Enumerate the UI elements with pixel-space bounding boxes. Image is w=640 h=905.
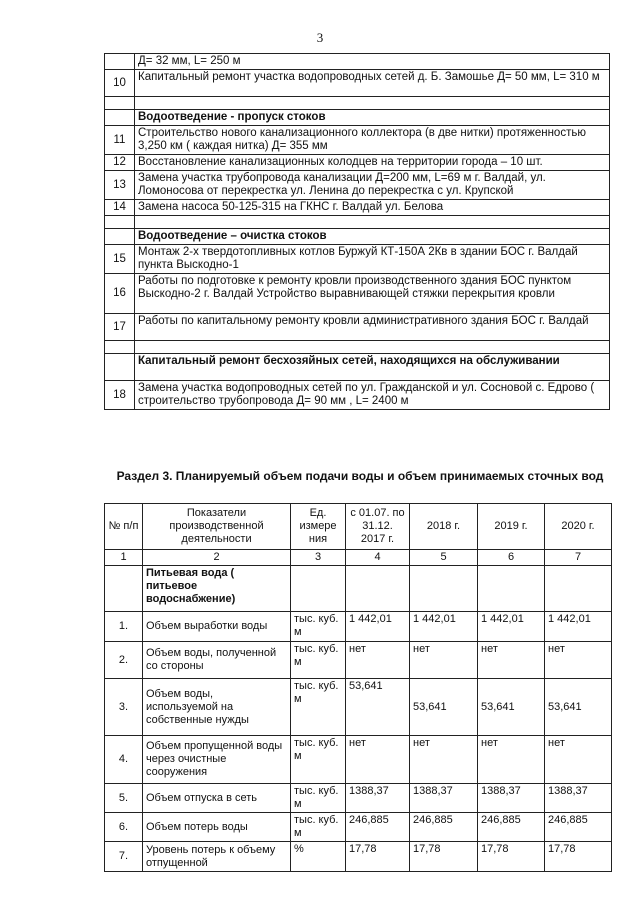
unit: тыс. куб. м [291,736,346,784]
column-header: Показатели производственной деятельности [143,504,291,550]
works-row [105,110,610,126]
value-cell: 1 442,01 [410,612,478,642]
indicator-name: Питьевая вода ( питьевое водоснабжение) [143,566,291,612]
works-row [105,70,610,97]
row-number: 12 [105,155,135,171]
indicator-name: Объем выработки воды [143,612,291,642]
indicator-name: Объем пропущенной воды через очистные сооружения [143,736,291,784]
table-row [105,679,612,736]
indicator-name: Объем потерь воды [143,813,291,842]
row-number: 4. [105,736,143,784]
column-header: 2019 г. [478,504,545,550]
row-number: 10 [105,70,135,97]
table-row [105,566,612,612]
value-cell [346,566,410,612]
works-row [105,216,610,229]
row-text: Д= 32 мм, L= 250 м [135,54,610,70]
indicator-name: Объем отпуска в сеть [143,784,291,813]
unit: тыс. куб. м [291,612,346,642]
works-row [105,354,610,381]
column-number: 3 [291,550,346,566]
value-cell [478,566,545,612]
column-number-row [105,550,612,566]
row-text: Замена участка трубопровода канализации Д=200 мм, L=69 м г. Валдай, ул. Ломоносова от перекрестка ул. Ленина до перекрестка с ул. Крупской [135,171,610,200]
works-row [105,171,610,200]
row-number: 2. [105,642,143,679]
works-table [104,53,610,410]
value-cell: нет [346,736,410,784]
row-number [105,97,135,110]
row-number [105,341,135,354]
row-number: 5. [105,784,143,813]
table-row [105,842,612,872]
unit [291,566,346,612]
row-text: Монтаж 2-х твердотопливных котлов Буржуй КТ-150А 2Кв в здании БОС г. Валдай пункта Выскодно-1 [135,245,610,274]
value-cell: 1388,37 [346,784,410,813]
works-row [105,229,610,245]
value-cell: нет [545,736,612,784]
table-row [105,813,612,842]
value-cell: нет [346,642,410,679]
value-cell: 246,885 [478,813,545,842]
row-text [135,97,610,110]
section-title: Раздел 3. Планируемый объем подачи воды и объем принимаемых сточных вод [116,469,604,483]
works-row [105,54,610,70]
indicator-name: Уровень потерь к объему отпущенной [143,842,291,872]
works-row [105,314,610,341]
works-row [105,274,610,314]
row-number: 15 [105,245,135,274]
row-number: 11 [105,126,135,155]
column-header: 2018 г. [410,504,478,550]
column-header: 2020 г. [545,504,612,550]
value-cell: нет [545,642,612,679]
volumes-table [104,503,612,872]
row-number: 13 [105,171,135,200]
value-cell: 53,641 [545,679,612,736]
unit: тыс. куб. м [291,784,346,813]
works-row [105,126,610,155]
row-number [105,566,143,612]
value-cell: 246,885 [346,813,410,842]
row-text: Водоотведение – очистка стоков [135,229,610,245]
column-header: Ед. измере ния [291,504,346,550]
column-header: № п/п [105,504,143,550]
value-cell: 1 442,01 [478,612,545,642]
row-number [105,354,135,381]
row-text: Замена участка водопроводных сетей по ул. Гражданской и ул. Сосновой с. Едрово ( строительство трубопровода Д= 90 мм , L= 2400 м [135,381,610,410]
row-number: 16 [105,274,135,314]
row-text: Строительство нового канализационного коллектора (в две нитки) протяженностью 3,250 км ( каждая нитка) Д= 355 мм [135,126,610,155]
works-row [105,200,610,216]
row-number: 7. [105,842,143,872]
unit: тыс. куб. м [291,679,346,736]
row-text [135,216,610,229]
value-cell: нет [478,736,545,784]
value-cell: нет [410,736,478,784]
indicator-name: Объем воды, используемой на собственные нужды [143,679,291,736]
value-cell: 17,78 [410,842,478,872]
row-text: Работы по капитальному ремонту кровли административного здания БОС г. Валдай [135,314,610,341]
row-number: 18 [105,381,135,410]
row-number [105,54,135,70]
value-cell: 1388,37 [545,784,612,813]
value-cell: нет [410,642,478,679]
value-cell: 1 442,01 [346,612,410,642]
value-cell: 53,641 [478,679,545,736]
row-text: Водоотведение - пропуск стоков [135,110,610,126]
row-number: 1. [105,612,143,642]
table-row [105,784,612,813]
value-cell: 17,78 [346,842,410,872]
works-row [105,97,610,110]
row-text: Восстановление канализационных колодцев на территории города – 10 шт. [135,155,610,171]
row-number: 17 [105,314,135,341]
row-text [135,341,610,354]
row-number: 3. [105,679,143,736]
value-cell: нет [478,642,545,679]
row-number [105,110,135,126]
column-number: 7 [545,550,612,566]
indicator-name: Объем воды, полученной со стороны [143,642,291,679]
works-row [105,341,610,354]
value-cell: 246,885 [410,813,478,842]
value-cell: 1 442,01 [545,612,612,642]
column-number: 2 [143,550,291,566]
column-number: 5 [410,550,478,566]
works-row [105,245,610,274]
value-cell: 17,78 [478,842,545,872]
works-row [105,381,610,410]
value-cell: 1388,37 [478,784,545,813]
table-row [105,736,612,784]
column-number: 4 [346,550,410,566]
row-number: 6. [105,813,143,842]
column-header: с 01.07. по 31.12. 2017 г. [346,504,410,550]
value-cell [545,566,612,612]
row-number [105,229,135,245]
row-number [105,216,135,229]
value-cell: 53,641 [346,679,410,736]
row-text: Капитальный ремонт бесхозяйных сетей, находящихся на обслуживании [135,354,610,381]
row-text: Капитальный ремонт участка водопроводных сетей д. Б. Замошье Д= 50 мм, L= 310 м [135,70,610,97]
column-number: 6 [478,550,545,566]
row-number: 14 [105,200,135,216]
value-cell [410,566,478,612]
value-cell: 246,885 [545,813,612,842]
value-cell: 1388,37 [410,784,478,813]
header-row [105,504,612,550]
unit: тыс. куб. м [291,642,346,679]
value-cell: 17,78 [545,842,612,872]
table-row [105,612,612,642]
unit: % [291,842,346,872]
page-number: 3 [316,30,324,45]
works-row [105,155,610,171]
column-number: 1 [105,550,143,566]
row-text: Работы по подготовке к ремонту кровли производственного здания БОС пунктом Выскодно-2 г. Валдай Устройство выравнивающей стяжки перекрытия кровли [135,274,610,314]
unit: тыс. куб. м [291,813,346,842]
value-cell: 53,641 [410,679,478,736]
table-row [105,642,612,679]
row-text: Замена насоса 50-125-315 на ГКНС г. Валдай ул. Белова [135,200,610,216]
